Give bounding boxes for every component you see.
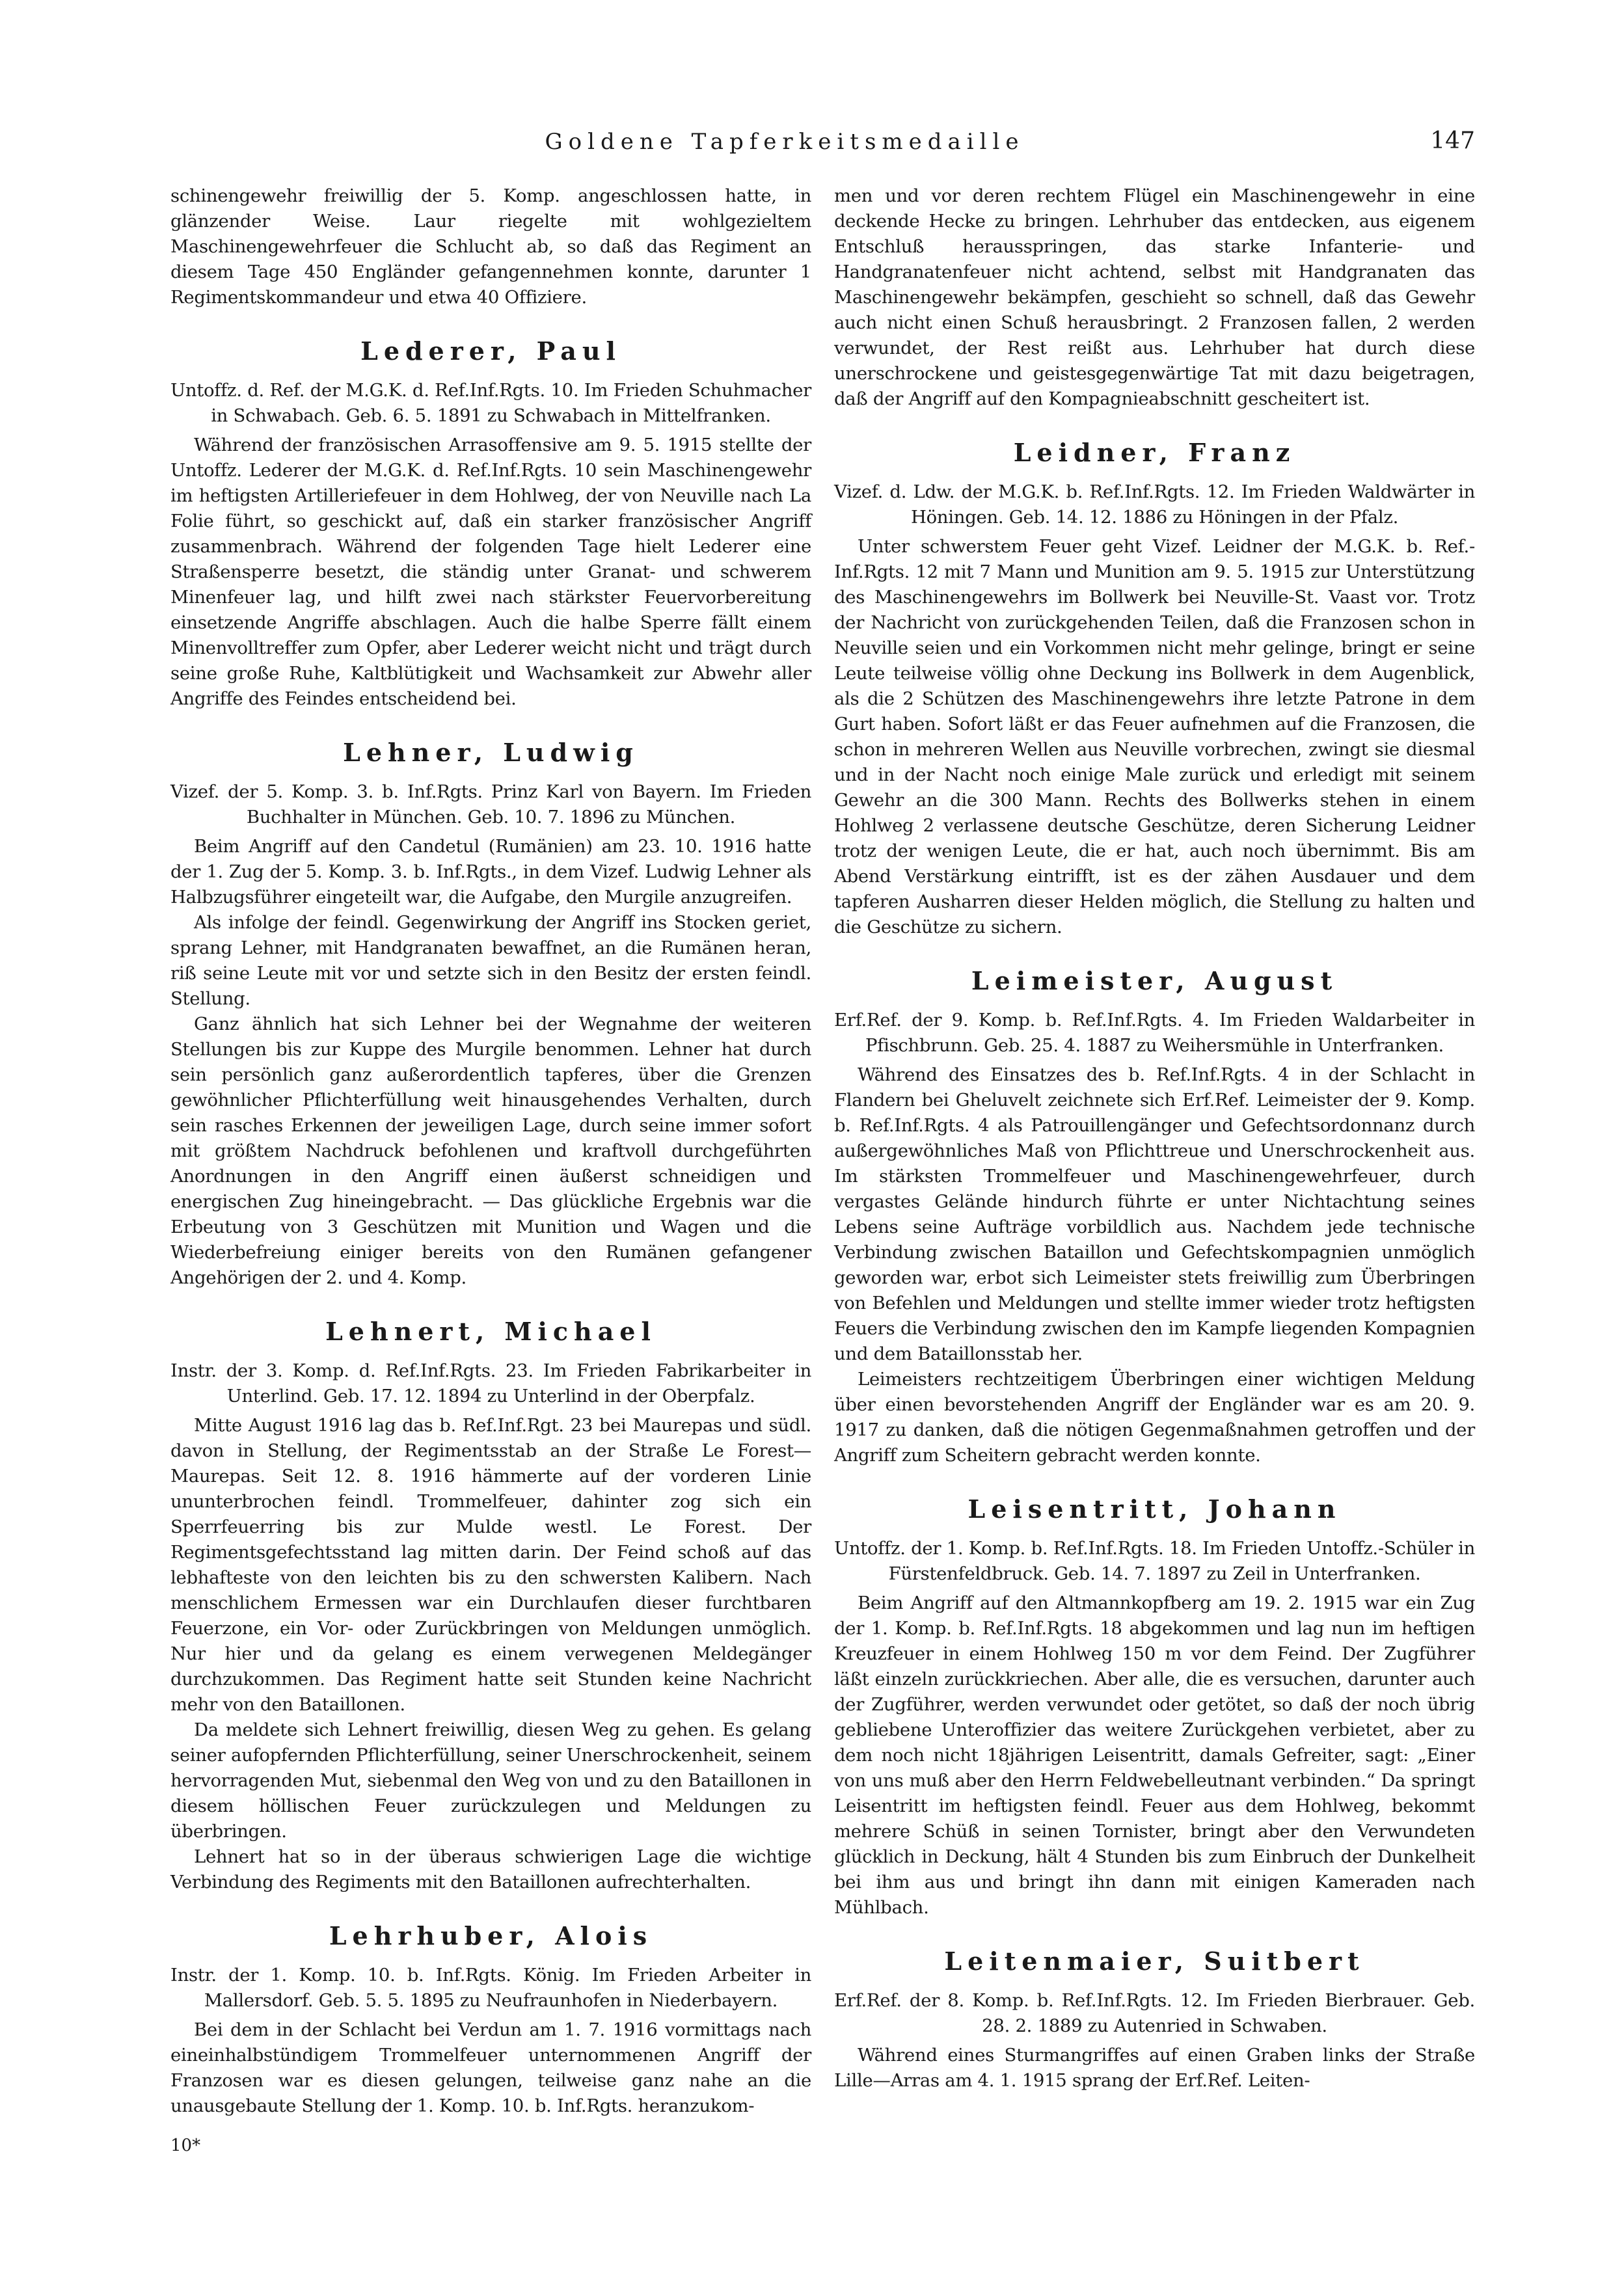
body-paragraph: Während eines Sturmangriffes auf einen Graben links der Straße Lille—Arras am 4. 1. 1915 sprang der Erf.Ref. Leiten- xyxy=(834,2045,1475,2091)
left-column xyxy=(170,183,811,2157)
body-paragraph: Beim Angriff auf den Altmannkopfberg am 19. 2. 1915 war ein Zug der 1. Komp. b. Ref.Inf.Rgts. 18 abgekommen und lag nun im heftigen Kreuzfeuer in einem Hohlweg 150 m vor dem Feind. Der Zugführer läßt einzeln zurückkriechen. Aber alle, die es versuchen, darunter auch der Zugführer, werden verwundet oder getötet, so daß der noch übrig gebliebene Unteroffizier das weitere Zurückgehen verbietet, aber zu dem noch nicht 18jährigen Leisentritt, damals Gefreiter, sagt: „Einer von uns muß aber den Herrn Feldwebelleutnant verbinden.“ Da springt Leisentritt im heftigsten feindl. Feuer aus dem Hohlweg, bekommt mehrere Schüß in seinen Tornister, bringt aber den Verwundeten glücklich in Deckung, hält 4 Stunden bis zum Einbruch der Dunkelheit bei ihm aus und bringt ihn dann mit einigen Kameraden nach Mühlbach. xyxy=(834,1593,1475,1918)
entry-heading: Leitenmaier, Suitbert xyxy=(944,1946,1365,1976)
body-paragraph: Während der französischen Arrasoffensive am 9. 5. 1915 stellte der Untoffz. Lederer der M.G.K. d. Ref.Inf.Rgts. 10 sein Maschinengewehr im heftigsten Artilleriefeuer in dem Hohlweg, der von Neuville nach La Folie führt, so geschickt auf, daß ein starker französischer Angriff zusammenbrach. Während der folgenden Tage hielt Lederer eine Straßensperre besetzt, die ständig unter Granat- und schwerem Minenfeuer lag, und hilft zwei nach stärkster Feuervorbereitung einsetzende Angriffe abschlagen. Auch die halbe Sperre fällt einem Minenvolltreffer zum Opfer, aber Lederer weicht nicht und trägt durch seine große Ruhe, Kaltblütigkeit und Wachsamkeit zur Abwehr aller Angriffe des Feindes entscheidend bei. xyxy=(170,435,811,709)
body-paragraph: Leimeisters rechtzeitigem Überbringen einer wichtigen Meldung über einen bevorstehenden Angriff der Engländer war es am 20. 9. 1917 zu danken, daß die nötigen Gegenmaßnahmen getroffen und der Angriff zum Scheitern gebracht werden konnte. xyxy=(834,1369,1475,1466)
entry-biography: Instr. der 1. Komp. 10. b. Inf.Rgts. König. Im Frieden Arbeiter in Mallersdorf. Geb. 5. 5. 1895 zu Neufraunhofen in Niederbayern. xyxy=(170,1965,811,2011)
body-paragraph: schinengewehr freiwillig der 5. Komp. angeschlossen hatte, in glänzender Weise. Laur riegelte mit wohlgezieltem Maschinengewehrfeuer die Schlucht ab, so daß das Regiment an diesem Tage 450 Engländer gefangennehmen konnte, darunter 1 Regimentskommandeur und etwa 40 Offiziere. xyxy=(170,185,811,308)
entry-heading: Lehrhuber, Alois xyxy=(329,1921,653,1950)
entry-biography: Erf.Ref. der 9. Komp. b. Ref.Inf.Rgts. 4. Im Frieden Waldarbeiter in Pfischbrunn. Geb. 25. 4. 1887 zu Weihersmühle in Unterfranken. xyxy=(834,1010,1475,1056)
page-header xyxy=(172,124,1475,163)
entry-biography: Vizef. der 5. Komp. 3. b. Inf.Rgts. Prinz Karl von Bayern. Im Frieden Buchhalter in München. Geb. 10. 7. 1896 zu München. xyxy=(170,781,811,828)
entry-biography: Untoffz. der 1. Komp. b. Ref.Inf.Rgts. 18. Im Frieden Untoffz.-Schüler in Fürstenfeldbruck. Geb. 14. 7. 1897 zu Zeil in Unterfranken. xyxy=(834,1538,1475,1584)
entry-heading: Lehnert, Michael xyxy=(325,1317,656,1346)
page-number: 147 xyxy=(1430,128,1475,154)
left-column-body xyxy=(170,183,811,2119)
right-column-body xyxy=(834,183,1475,2094)
entry-biography: Erf.Ref. der 8. Komp. b. Ref.Inf.Rgts. 12. Im Frieden Bierbrauer. Geb. 28. 2. 1889 zu Autenried in Schwaben. xyxy=(834,1990,1475,2036)
signature-mark: 10* xyxy=(170,2136,201,2155)
body-paragraph: Mitte August 1916 lag das b. Ref.Inf.Rgt. 23 bei Maurepas und südl. davon in Stellung, der Regimentsstab an der Straße Le Forest—Maurepas. Seit 12. 8. 1916 hämmerte auf der vorderen Linie ununterbrochen feindl. Trommelfeuer, dahinter zog sich ein Sperrfeuerring bis zur Mulde westl. Le Forest. Der Regimentsgefechtsstand lag mitten darin. Der Feind schoß auf das lebhafteste von den leichten bis zu den schwersten Kalibern. Nach menschlichem Ermessen war ein Durchlaufen dieser furchtbaren Feuerzone, ein Vor- oder Zurückbringen von Meldungen unmöglich. Nur hier und da gelang es einem verwegenen Meldegänger durchzukommen. Das Regiment hatte seit Stunden keine Nachricht mehr von den Bataillonen. xyxy=(170,1415,811,1715)
entry-heading: Leimeister, August xyxy=(971,966,1338,995)
body-paragraph: Unter schwerstem Feuer geht Vizef. Leidner der M.G.K. b. Ref.-Inf.Rgts. 12 mit 7 Mann und Munition am 9. 5. 1915 zur Unterstützung des Maschinengewehrs im Bollwerk bei Neuville-St. Vaast vor. Trotz der Nachricht von zurückgehenden Teilen, daß die Franzosen schon in Neuville seien und ein Vorkommen nicht mehr gelinge, bringt er seine Leute teilweise völlig ohne Deckung ins Bollwerk in dem Augenblick, als die 2 Schützen des Maschinengewehrs ihre letzte Patrone in dem Gurt haben. Sofort läßt er das Feuer aufnehmen auf die Franzosen, die schon in mehreren Wellen aus Neuville vorbrechen, zwingt sie diesmal und in der Nacht noch einige Male zurück und erledigt mit seinem Gewehr an die 300 Mann. Rechts des Bollwerks stehen in einem Hohlweg 2 verlassene deutsche Geschütze, deren Sicherung Leidner trotz der wenigen Leute, die er hat, auch noch übernimmt. Bis am Abend Verstärkung eintrifft, ist es der zähen Ausdauer und dem tapferen Ausharren dieser Helden möglich, die Stellung zu halten und die Geschütze zu sichern. xyxy=(834,536,1475,937)
entry-biography: Untoffz. d. Ref. der M.G.K. d. Ref.Inf.Rgts. 10. Im Frieden Schuhmacher in Schwabach. Geb. 6. 5. 1891 zu Schwabach in Mittelfranken. xyxy=(170,380,811,426)
body-paragraph: Da meldete sich Lehnert freiwillig, diesen Weg zu gehen. Es gelang seiner aufopfernden Pflichterfüllung, seiner Unerschrockenheit, seinem hervorragenden Mut, siebenmal den Weg von und zu den Bataillonen in diesem höllischen Feuer zurückzulegen und Meldungen zu überbringen. xyxy=(170,1719,811,1842)
body-paragraph: Als infolge der feindl. Gegenwirkung der Angriff ins Stocken geriet, sprang Lehner, mit Handgranaten bewaffnet, an die Rumänen heran, riß seine Leute mit vor und setzte sich in den Besitz der ersten feindl. Stellung. xyxy=(170,912,811,1009)
entry-heading: Leisentritt, Johann xyxy=(968,1494,1342,1524)
body-paragraph: men und vor deren rechtem Flügel ein Maschinengewehr in eine deckende Hecke zu bringen. Lehrhuber das entdecken, aus eigenem Entschluß herausspringen, das starke Infanterie- und Handgranatenfeuer nicht achtend, selbst mit Handgranaten das Maschinengewehr bekämpfen, geschieht so schnell, daß das Gewehr auch nicht einen Schuß herausbringt. 2 Franzosen fallen, 2 werden verwundet, der Rest reißt aus. Lehrhuber hat durch diese unerschrockene und geistesgegenwärtige Tat mit dazu beigetragen, daß der Angriff auf den Kompagnieabschnitt gescheitert ist. xyxy=(834,185,1475,409)
body-paragraph: Lehnert hat so in der überaus schwierigen Lage die wichtige Verbindung des Regiments mit den Bataillonen aufrechterhalten. xyxy=(170,1846,811,1893)
entry-heading: Lehner, Ludwig xyxy=(343,738,639,767)
entry-biography: Vizef. d. Ldw. der M.G.K. b. Ref.Inf.Rgts. 12. Im Frieden Waldwärter in Höningen. Geb. 14. 12. 1886 zu Höningen in der Pfalz. xyxy=(834,481,1475,528)
right-column xyxy=(834,183,1475,2094)
entry-heading: Leidner, Franz xyxy=(1013,438,1296,467)
body-paragraph: Bei dem in der Schlacht bei Verdun am 1. 7. 1916 vormittags nach eineinhalbstündigem Trommelfeuer unternommenen Angriff der Franzosen war es diesen gelungen, teilweise ganz nahe an die unausgebaute Stellung der 1. Komp. 10. b. Inf.Rgts. heranzukom- xyxy=(170,2019,811,2116)
body-paragraph: Während des Einsatzes des b. Ref.Inf.Rgts. 4 in der Schlacht in Flandern bei Gheluvelt zeichnete sich Erf.Ref. Leimeister der 9. Komp. b. Ref.Inf.Rgts. 4 als Patrouillengänger und Gefechtsordonnanz durch außergewöhnliches Maß von Pflichttreue und Unerschrockenheit aus. Im stärksten Trommelfeuer und Maschinengewehrfeuer, durch vergastes Gelände hindurch führte er unter Nichtachtung seines Lebens seine Aufträge vorbildlich aus. Nachdem jede technische Verbindung zwischen Bataillon und Gefechtskompagnien unmöglich geworden war, erbot sich Leimeister stets freiwillig zum Überbringen von Befehlen und Meldungen und stellte immer wieder trotz heftigsten Feuers die Verbindung zwischen den im Kampfe liegenden Kompagnien und dem Bataillonsstab her. xyxy=(834,1064,1475,1364)
body-paragraph: Ganz ähnlich hat sich Lehner bei der Wegnahme der weiteren Stellungen bis zur Kuppe des Murgile benommen. Lehner hat durch sein persönlich ganz außerordentlich tapferes, über die Grenzen gewöhnlicher Pflichterfüllung weit hinausgehendes Verhalten, durch sein rasches Erkennen der jeweiligen Lage, durch seine immer sofort mit größtem Nachdruck befohlenen und kraftvoll durchgeführten Anordnungen in den Angriff einen äußerst schneidigen und energischen Zug hineingebracht. — Das glückliche Ergebnis war die Erbeutung von 3 Geschützen mit Munition und Wagen und die Wiederbefreiung einiger bereits von den Rumänen gefangener Angehörigen der 2. und 4. Komp. xyxy=(170,1014,811,1288)
entry-heading: Lederer, Paul xyxy=(360,336,621,366)
entry-biography: Instr. der 3. Komp. d. Ref.Inf.Rgts. 23. Im Frieden Fabrikarbeiter in Unterlind. Geb. 17. 12. 1894 zu Unterlind in der Oberpfalz. xyxy=(170,1360,811,1407)
running-title: Goldene Tapferkeitsmedaille xyxy=(545,129,1025,155)
body-paragraph: Beim Angriff auf den Candetul (Rumänien) am 23. 10. 1916 hatte der 1. Zug der 5. Komp. 3. b. Inf.Rgts., in dem Vizef. Ludwig Lehner als Halbzugsführer eingeteilt war, die Aufgabe, den Murgile anzugreifen. xyxy=(170,836,811,908)
